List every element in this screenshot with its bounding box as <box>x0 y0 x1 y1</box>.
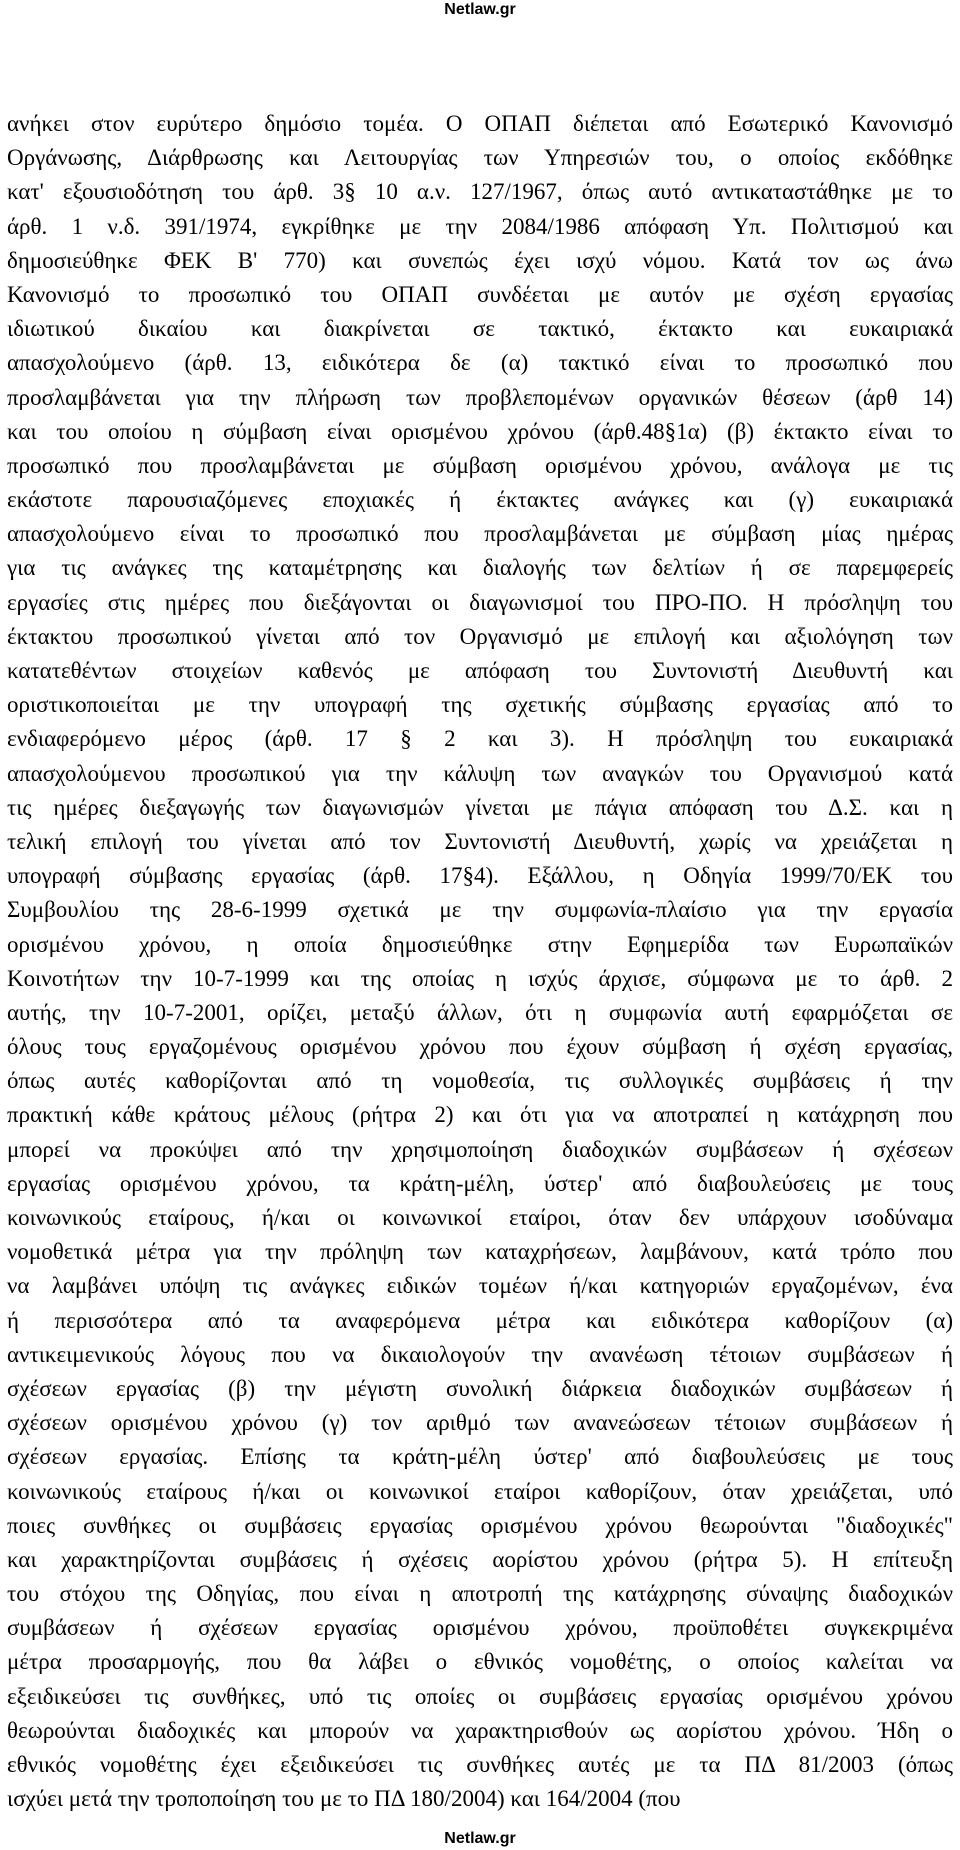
text-line: δημοσιεύθηκε ΦΕΚ Β' 770) και συνεπώς έχει ισχύ νόμου. Κατά τον ως άνω <box>7 247 953 273</box>
text-line: ανήκει στον ευρύτερο δημόσιο τομέα. Ο ΟΠΑΠ διέπεται από Εσωτερικό Κανονισμό <box>7 111 953 136</box>
text-line: για τις ανάγκες της καταμέτρησης και διαλογής των δελτίων ή σε παρεμφερείς <box>7 555 953 581</box>
text-line: σχέσεων εργασίας. Επίσης τα κράτη-μέλη ύστερ' από διαβουλεύσεις με τους <box>7 1444 953 1470</box>
text-line: σχέσεων ορισμένου χρόνου (γ) τον αριθμό των ανανεώσεων τέτοιων συμβάσεων ή <box>7 1410 953 1436</box>
text-line: κοινωνικούς εταίρους ή/και οι κοινωνικοί εταίροι καθορίζουν, όταν χρειάζεται, υπό <box>7 1478 953 1504</box>
text-line: απασχολούμενο (άρθ. 13, ειδικότερα δε (α) τακτικό είναι το προσωπικό που <box>7 350 953 376</box>
text-line: όλους τους εργαζομένους ορισμένου χρόνου που έχουν σύμβαση ή σχέση εργασίας, <box>7 1034 953 1060</box>
text-line: να λαμβάνει υπόψη τις ανάγκες ειδικών τομέων ή/και κατηγοριών εργαζομένων, ένα <box>7 1273 953 1299</box>
text-line: εργασίας ορισμένου χρόνου, τα κράτη-μέλη, ύστερ' από διαβουλεύσεις με τους <box>7 1170 953 1196</box>
text-line: Συμβουλίου της 28-6-1999 σχετικά με την συμφωνία-πλαίσιο για την εργασία <box>7 897 953 923</box>
text-line: αντικειμενικούς λόγους που να δικαιολογούν την ανανέωση τέτοιων συμβάσεων ή <box>7 1341 953 1367</box>
text-line: ενδιαφερόμενο μέρος (άρθ. 17 § 2 και 3). Η πρόσληψη του ευκαιριακά <box>7 726 953 752</box>
text-line: Κανονισμό το προσωπικό του ΟΠΑΠ συνδέεται με αυτόν με σχέση εργασίας <box>7 281 953 307</box>
text-line: τελική επιλογή του γίνεται από τον Συντονιστή Διευθυντή, χωρίς να χρειάζεται η <box>7 828 953 854</box>
text-line: αυτής, την 10-7-2001, ορίζει, μεταξύ άλλων, ότι η συμφωνία αυτή εφαρμόζεται σε <box>7 999 953 1025</box>
text-line: κατ' εξουσιοδότηση του άρθ. 3§ 10 α.ν. 127/1967, όπως αυτό αντικαταστάθηκε με το <box>7 179 953 205</box>
text-line: εξειδικεύσει τις συνθήκες, υπό τις οποίες οι συμβάσεις εργασίας ορισμένου χρόνου <box>7 1683 953 1709</box>
text-line: ισχύει μετά την τροποποίηση του με το ΠΔ 180/2004) και 164/2004 (που <box>7 1786 681 1812</box>
text-line: ποιες συνθήκες οι συμβάσεις εργασίας ορισμένου χρόνου θεωρούνται "διαδοχικές" <box>7 1512 953 1538</box>
text-line: ορισμένου χρόνου, η οποία δημοσιεύθηκε στην Εφημερίδα των Ευρωπαϊκών <box>7 931 953 957</box>
text-line: τις ημέρες διεξαγωγής των διαγωνισμών γίνεται με πάγια απόφαση του Δ.Σ. και η <box>7 794 953 820</box>
text-line: θεωρούνται διαδοχικές και μπορούν να χαρακτηρισθούν ως αορίστου χρόνου. Ήδη ο <box>7 1717 953 1743</box>
text-line: έκτακτου προσωπικού γίνεται από τον Οργανισμό με επιλογή και αξιολόγηση των <box>7 623 953 649</box>
text-line: του στόχου της Οδηγίας, που είναι η αποτροπή της κατάχρησης σύναψης διαδοχικών <box>7 1581 953 1607</box>
text-line: κατατεθέντων στοιχείων καθενός με απόφαση του Συντονιστή Διευθυντή και <box>7 658 953 683</box>
text-line: εθνικός νομοθέτης έχει εξειδικεύσει τις συνθήκες αυτές με τα ΠΔ 81/2003 (όπως <box>7 1752 953 1777</box>
text-line: Οργάνωσης, Διάρθρωσης και Λειτουργίας των Υπηρεσιών του, ο οποίος εκδόθηκε <box>7 145 953 171</box>
text-line: απασχολούμενο είναι το προσωπικό που προσλαμβάνεται με σύμβαση μίας ημέρας <box>7 521 953 547</box>
text-line: ιδιωτικού δικαίου και διακρίνεται σε τακτικό, έκτακτο και ευκαιριακά <box>7 316 953 342</box>
text-line: προσλαμβάνεται για την πλήρωση των προβλεπομένων οργανικών θέσεων (άρθ 14) <box>7 384 953 410</box>
text-line: συμβάσεων ή σχέσεων εργασίας ορισμένου χρόνου, προϋποθέτει συγκεκριμένα <box>7 1615 953 1641</box>
text-line: μέτρα προσαρμογής, που θα λάβει ο εθνικός νομοθέτης, ο οποίος καλείται να <box>7 1649 953 1675</box>
text-line: κοινωνικούς εταίρους, ή/και οι κοινωνικοί εταίροι, όταν δεν υπάρχουν ισοδύναμα <box>7 1205 953 1230</box>
text-line: εκάστοτε παρουσιαζόμενες εποχιακές ή έκτακτες ανάγκες και (γ) ευκαιριακά <box>7 487 953 513</box>
text-line: πρακτική κάθε κράτους μέλους (ρήτρα 2) και ότι για να αποτραπεί η κατάχρηση που <box>7 1102 953 1128</box>
text-line: και χαρακτηρίζονται συμβάσεις ή σχέσεις αορίστου χρόνου (ρήτρα 5). Η επίτευξη <box>7 1546 953 1572</box>
text-line: προσωπικό που προσλαμβάνεται με σύμβαση ορισμένου χρόνου, ανάλογα με τις <box>7 452 953 478</box>
text-line: εργασίες στις ημέρες που διεξάγονται οι διαγωνισμοί του ΠΡΟ-ΠΟ. Η πρόσληψη του <box>7 589 953 615</box>
text-line: Κοινοτήτων την 10-7-1999 και της οποίας η ισχύς άρχισε, σύμφωνα με το άρθ. 2 <box>7 965 953 991</box>
document-body <box>0 107 960 1816</box>
text-line: σχέσεων εργασίας (β) την μέγιστη συνολική διάρκεια διαδοχικών συμβάσεων ή <box>7 1375 953 1401</box>
page-footer-site: Netlaw.gr <box>444 1830 516 1847</box>
text-line: άρθ. 1 ν.δ. 391/1974, εγκρίθηκε με την 2084/1986 απόφαση Υπ. Πολιτισμού και <box>7 213 953 239</box>
text-line: απασχολούμενου προσωπικού για την κάλυψη των αναγκών του Οργανισμού κατά <box>7 760 953 786</box>
text-line: οριστικοποιείται με την υπογραφή της σχετικής σύμβασης εργασίας από το <box>7 692 953 718</box>
text-line: υπογραφή σύμβασης εργασίας (άρθ. 17§4). Εξάλλου, η Οδηγία 1999/70/ΕΚ του <box>7 863 953 889</box>
text-line: και του οποίου η σύμβαση είναι ορισμένου χρόνου (άρθ.48§1α) (β) έκτακτο είναι το <box>7 418 953 444</box>
text-line: ή περισσότερα από τα αναφερόμενα μέτρα και ειδικότερα καθορίζουν (α) <box>7 1307 953 1333</box>
text-line: νομοθετικά μέτρα για την πρόληψη των καταχρήσεων, λαμβάνουν, κατά τρόπο που <box>7 1239 953 1265</box>
text-line: μπορεί να προκύψει από την χρησιμοποίηση διαδοχικών συμβάσεων ή σχέσεων <box>7 1136 953 1162</box>
page-header-site: Netlaw.gr <box>444 1 516 18</box>
text-line: όπως αυτές καθορίζονται από τη νομοθεσία, τις συλλογικές συμβάσεις ή την <box>7 1068 953 1094</box>
